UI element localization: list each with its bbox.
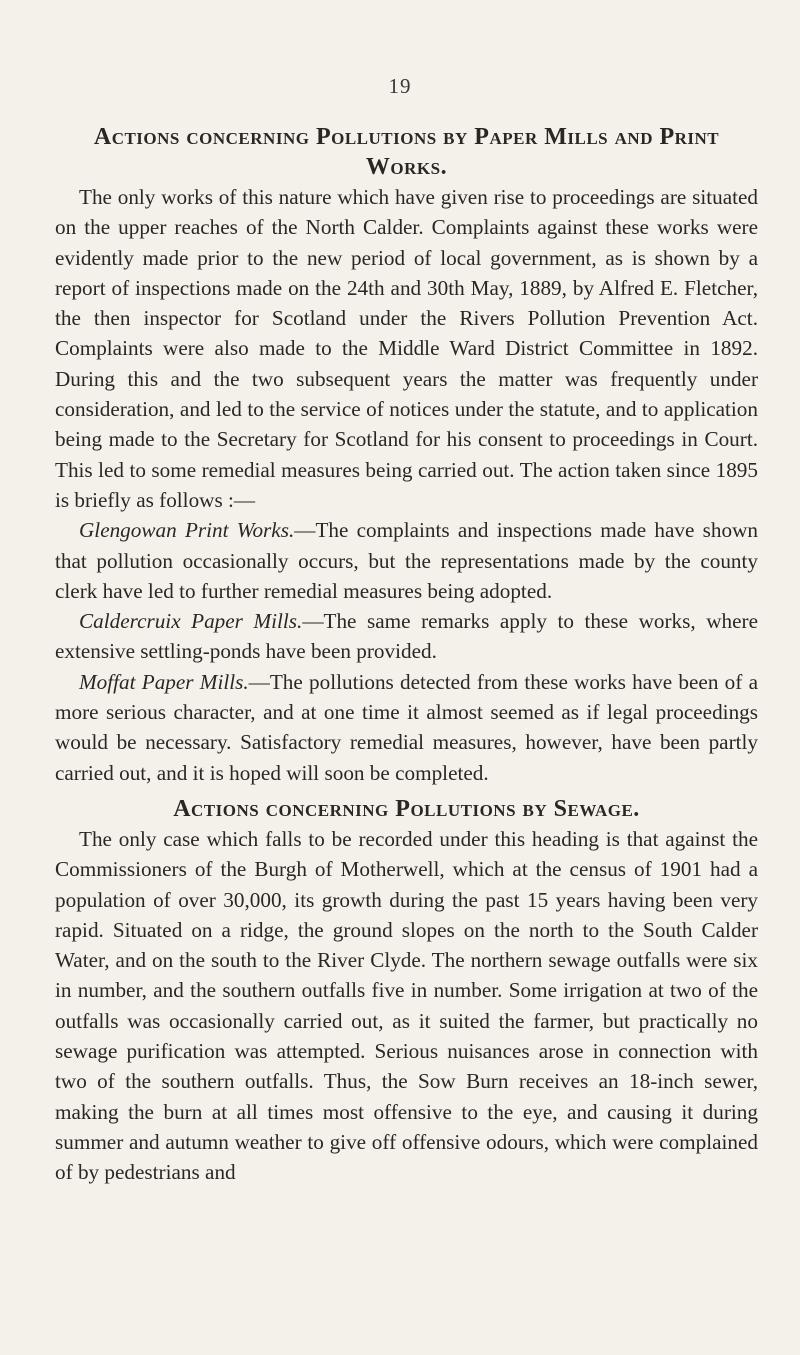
- paragraph-moffat: [55, 667, 758, 788]
- paragraph-lead-caldercruix: Caldercruix Paper Mills.: [79, 609, 303, 634]
- paragraph-motherwell: [55, 824, 758, 1188]
- paragraph-text-glengowan: —The complaints and inspections made have shown that pollution occasionally occurs, but the representations made by the county clerk have led to further remedial measures being adopted.: [55, 518, 758, 603]
- paragraph-text: The only works of this nature which have given rise to proceedings are situated on the upper reaches of the North Calder. Complaints against these works were evidently made prior to the new period of local government, as is shown by a report of inspections made on the 24th and 30th May, 1889, by Alfred E. Fletcher, the then inspector for Scotland under the Rivers Pollution Prevention Act. Complaints were also made to the Middle Ward District Committee in 1892. During this and the two subsequent years the matter was frequently under consideration, and led to the service of notices under the statute, and to application being made to the Secretary for Scotland for his consent to proceedings in Court. This led to some remedial measures being carried out. The action taken since 1895 is briefly as follows :—: [55, 185, 758, 512]
- section-paper-mills: [55, 122, 758, 788]
- paragraph-lead-moffat: Moffat Paper Mills.: [79, 669, 249, 694]
- section-heading-sewage: Actions concerning Pollutions by Sewage.: [173, 795, 640, 822]
- paragraph-intro: [55, 182, 758, 515]
- paragraph-text-motherwell: The only case which falls to be recorded under this heading is that against the Commissioners of the Burgh of Motherwell, which at the census of 1901 had a population of over 30,000, its growth during the past 15 years having been very rapid. Situated on a ridge, the ground slopes on the north to the South Calder Water, and on the south to the River Clyde. The northern sewage outfalls were six in number, and the southern outfalls five in number. Some irrigation at two of the outfalls was occasionally carried out, as it suited the farmer, but practically no sewage purification was attempted. Serious nuisances arose in connection with two of the southern outfalls. Thus, the Sow Burn receives an 18-inch sewer, making the burn at all times most offensive to the eye, and causing it during summer and autumn weather to give off offensive odours, which were complained of by pedestrians and: [55, 826, 758, 1185]
- section-sewage: [55, 794, 758, 1188]
- page-number: 19: [388, 74, 412, 98]
- section-heading-paper-mills: Actions concerning Pollutions by Paper Mills and Print Works.: [93, 124, 720, 180]
- paragraph-text-caldercruix: —The same remarks apply to these works, where extensive settling-ponds have been provided.: [55, 609, 758, 664]
- paragraph-lead-glengowan: Glengowan Print Works.: [79, 518, 295, 543]
- paragraph-caldercruix: [55, 606, 758, 667]
- paragraph-text-moffat: —The pollutions detected from these works have been of a more serious character, and at one time it almost seemed as if legal proceedings would be necessary. Satisfactory remedial measures, however, have been partly carried out, and it is hoped will soon be completed.: [55, 669, 758, 785]
- paragraph-glengowan: [55, 515, 758, 606]
